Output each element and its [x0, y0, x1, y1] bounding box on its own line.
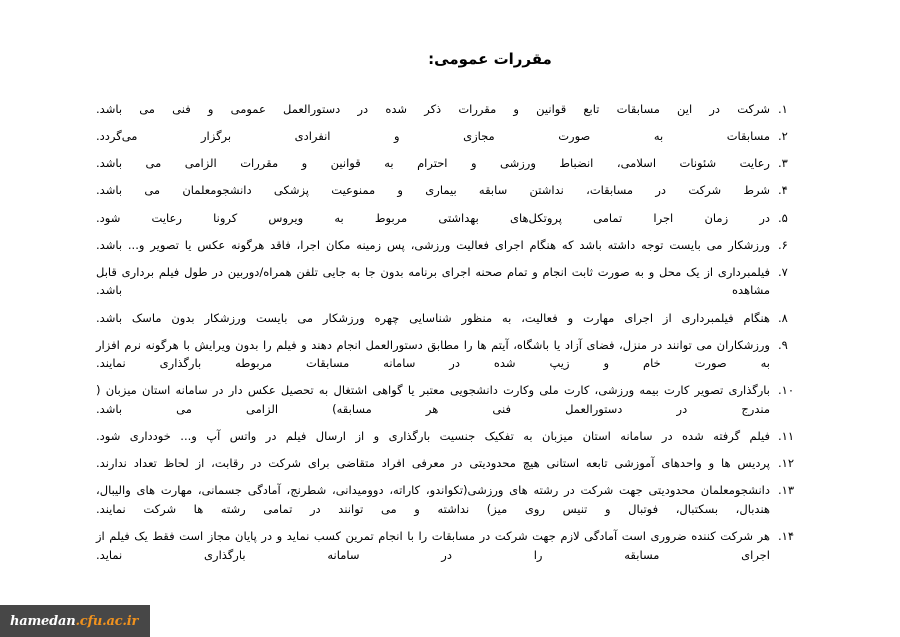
list-item [96, 263, 804, 300]
list-item-text: بارگذاری تصویر کارت بیمه ورزشی، کارت ملی وکارت دانشجویی معتبر یا گواهی اشتغال به تحصیل عکس دار در سامانه استان میزبان ( مندرج در دستورالعمل فنی هر مسابقه) الزامی می باشد. [96, 383, 770, 416]
list-item-number: ۵. [778, 210, 788, 225]
list-item-number: ۱۰. [778, 383, 795, 398]
list-item [96, 454, 804, 473]
list-item-text: فیلم گرفته شده در سامانه استان میزبان به تفکیک جنسیت بارگذاری و از ارسال فیلم در واتس آپ و... خودداری شود. [96, 429, 770, 444]
list-item-text: فیلمبرداری از یک محل و به صورت ثابت انجام و تمام صحنه اجرای برنامه بدون جا به جایی تلفن همراه/دوربین در طول فیلم برداری قابل مشاهده باشد. [96, 264, 770, 298]
list-item-number: ۱۴. [778, 529, 795, 544]
list-item-text: پردیس ها و واحدهای آموزشی تابعه استانی هیچ محدودیتی در معرفی افراد متقاضی برای شرکت در رقابت، از لحاظ تعداد ندارند. [96, 456, 770, 471]
list-item [96, 127, 804, 146]
list-item-number: ۱۲. [778, 456, 795, 471]
list-item-number: ۶. [778, 237, 788, 252]
list-item-text: دانشجومعلمان محدودیتی جهت شرکت در رشته های ورزشی(تکواندو، کاراته، دوومیدانی، شطرنج، آمادگی جسمانی، مهارت های والیبال، هندبال، بسکتبال، فوتبال و تنیس روی میز) نداشته و می توانند در تمامی رشته ها شرکت نمایند. [96, 483, 770, 516]
list-item [96, 481, 804, 518]
list-item [96, 100, 804, 119]
list-item [96, 336, 804, 373]
list-item-text: هر شرکت کننده ضروری است آمادگی لازم جهت شرکت در مسابقات را با انجام تمرین کسب نماید و در پایان مجاز است فقط یک فیلم از اجرای مسابقه را در سامانه بارگذاری نماید. [96, 529, 770, 562]
list-item-text: ورزشکاران می توانند در منزل، فضای آزاد یا باشگاه، آیتم ها را مطابق دستورالعمل انجام دهند و فیلم را بدون ویرایش با هرگونه نرم افزار به صورت خام و زیپ شده در سامانه مسابقات مربوطه بارگذاری نمایند. [96, 337, 770, 371]
list-item [96, 527, 804, 564]
list-item [96, 427, 804, 446]
list-item-number: ۱. [778, 102, 788, 116]
list-item-text: در زمان اجرا تمامی پروتکل‌های بهداشتی مربوط به ویروس کرونا رعایت شود. [96, 210, 770, 225]
watermark-primary-text: hamedan [10, 613, 76, 629]
list-item [96, 309, 804, 328]
list-item-text: شرط شرکت در مسابقات، نداشتن سابقه بیماری و ممنوعیت پزشکی دانشجومعلمان می باشد. [96, 183, 770, 198]
list-item-text: رعایت شئونات اسلامی، انضباط ورزشی و احترام به قوانین و مقررات الزامی می باشد. [96, 156, 770, 171]
page-title: مقررات عمومی: [428, 50, 552, 68]
list-item-number: ۱۱. [778, 429, 795, 444]
watermark-accent-text: .cfu.ac.ir [75, 613, 139, 629]
list-item [96, 209, 804, 228]
list-item-number: ۱۳. [778, 483, 795, 498]
list-item-text: ورزشکار می بایست توجه داشته باشد که هنگام اجرای فعالیت ورزشی، پس زمینه مکان اجرا، فاقد هرگونه عکس یا تصویر و... باشد. [96, 237, 770, 252]
list-item-text: هنگام فیلمبرداری از اجرای مهارت و فعالیت، به منظور شناسایی چهره ورزشکار می بایست ورزشکار بدون ماسک باشد. [96, 310, 770, 325]
list-item [96, 236, 804, 255]
list-item [96, 181, 804, 200]
list-item [96, 154, 804, 173]
regulations-list [96, 100, 804, 573]
list-item [96, 381, 804, 418]
site-watermark [0, 605, 150, 637]
list-item-number: ۸. [778, 310, 788, 325]
list-item-text: مسابقات به صورت مجازی و انفرادی برگزار می‌گردد. [96, 129, 770, 144]
list-item-number: ۳. [778, 156, 788, 171]
list-item-number: ۲. [778, 129, 788, 144]
list-item-number: ۹. [778, 337, 788, 352]
list-item-number: ۷. [778, 264, 788, 279]
list-item-text: شرکت در این مسابقات تابع قوانین و مقررات ذکر شده در دستورالعمل عمومی و فنی می باشد. [96, 102, 770, 116]
list-item-number: ۴. [778, 183, 788, 198]
